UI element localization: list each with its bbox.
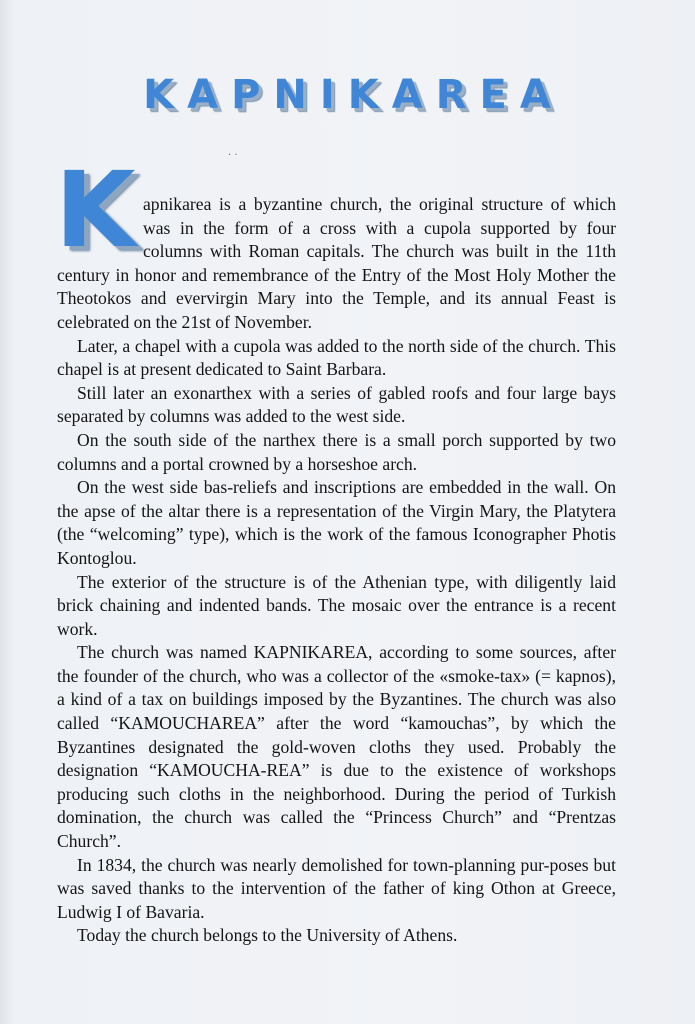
- paragraph: The church was named KAPNIKAREA, according to some sources, after the founder of the church, who was a collector of the «smoke-tax» (= kapnos), a kind of a tax on buildings imposed by the Byzantines. The church was also called “KAMOUCHAREA” after the word “kamouchas”, by which the Byzantines designated the gold-woven cloths they used. Probably the designation “KAMOUCHA-REA” is due to the existence of workshops producing such cloths in the neighborhood. During the period of Turkish domination, the church was called the “Princess Church” and “Prentzas Church”.: [57, 642, 616, 852]
- paragraph: On the west side bas-reliefs and inscriptions are embedded in the wall. On the apse of the altar there is a representation of the Virgin Mary, the Platytera (the “welcoming” type), which is the work of the famous Iconographer Photis Kontoglou.: [57, 477, 616, 568]
- drop-cap-letter: K: [55, 149, 136, 271]
- drop-cap: [55, 149, 136, 271]
- ornament-dots: · ·: [228, 150, 238, 161]
- paragraph: [55, 149, 616, 335]
- paragraph-text: apnikarea is a byzantine church, the original structure of which was in the form of a cross with a cupola supported by four columns with Roman capitals. The church was built in the 11th century in honor and remembrance of the Entry of the Most Holy Mother the Theotokos and evervirgin Mary into the Temple, and its annual Feast is celebrated on the 21st of November.: [57, 194, 616, 332]
- paragraph: On the south side of the narthex there is a small porch supported by two columns and a portal crowned by a horseshoe arch.: [57, 429, 616, 474]
- paragraph: Later, a chapel with a cupola was added to the north side of the church. This chapel is at present dedicated to Saint Barbara.: [57, 335, 616, 380]
- paragraph: The exterior of the structure is of the Athenian type, with diligently laid brick chaining and indented bands. The mosaic over the entrance is a recent work.: [57, 571, 616, 639]
- paragraph: Today the church belongs to the University of Athens.: [77, 925, 458, 946]
- paragraph: Still later an exonarthex with a series of gabled roofs and four large bays separated by columns was added to the west side.: [57, 382, 616, 427]
- body-text: [55, 149, 616, 948]
- page-title: KAPNIKAREA: [143, 72, 564, 118]
- paragraph: In 1834, the church was nearly demolished for town-planning pur-poses but was saved thanks to the intervention of the father of king Othon at Greece, Ludwig I of Bavaria.: [57, 854, 616, 922]
